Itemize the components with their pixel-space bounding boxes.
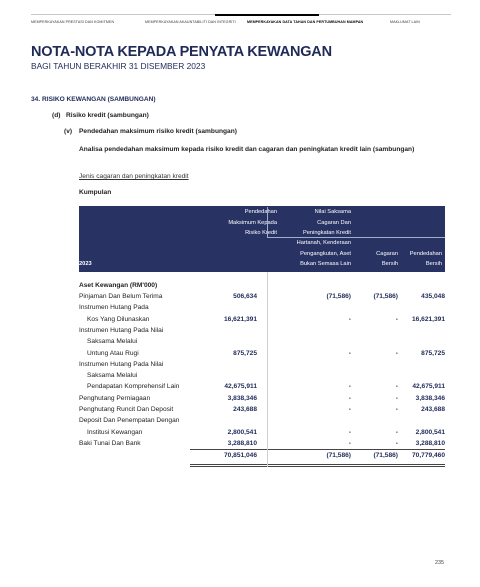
cell-net-collateral: -	[395, 394, 398, 402]
cell-net-collateral: -	[395, 315, 398, 323]
row-label: Baki Tunai Dan Bank	[79, 439, 141, 447]
cell-max-exposure: 3,838,346	[227, 394, 257, 402]
total-net-exposure: 70,779,460	[411, 452, 445, 459]
header-max-exposure: Pendedahan Maksimum Kepada Risiko Kredit	[228, 209, 277, 236]
subsection-d-number: (d)	[52, 112, 61, 119]
cell-max-exposure: 3,288,810	[227, 439, 257, 447]
table-row	[79, 406, 445, 417]
cell-net-exposure: 875,725	[421, 349, 445, 357]
cell-max-exposure: 42,675,911	[224, 383, 257, 391]
cell-net-collateral: -	[395, 428, 398, 436]
header-divider	[267, 237, 445, 238]
document-title: NOTA-NOTA KEPADA PENYATA KEWANGAN	[31, 44, 332, 60]
total-row	[79, 452, 445, 463]
row-label: Pinjaman Dan Belum Terima	[79, 293, 163, 300]
cell-max-exposure: 2,800,541	[227, 428, 257, 436]
cell-net-exposure: 2,800,541	[415, 428, 445, 436]
subsection-v-title: Pendedahan maksimum risiko kredit (sambungan)	[79, 128, 237, 135]
total-bottom-rule-2	[190, 466, 445, 467]
row-label: Kos Yang Dilunaskan	[87, 315, 150, 323]
cell-fair-value: -	[348, 383, 351, 391]
cell-max-exposure: 243,688	[233, 406, 257, 413]
top-navigation	[31, 14, 451, 29]
cell-net-exposure: 243,688	[421, 406, 445, 413]
subsection-d-title: Risiko kredit (sambungan)	[66, 112, 149, 119]
header-fair-value-group: Nilai Saksama Cagaran Dan Peningkatan Kredit	[267, 207, 357, 237]
row-label: Saksama Melalui	[87, 372, 138, 380]
active-nav-marker	[215, 14, 319, 16]
table-row	[79, 316, 445, 327]
cell-fair-value: -	[348, 349, 351, 357]
cell-fair-value: (71,586)	[326, 293, 351, 300]
table-row	[79, 338, 445, 349]
cell-net-collateral: -	[395, 439, 398, 447]
header-year: 2023	[79, 261, 92, 267]
cell-net-exposure: 42,675,911	[412, 383, 445, 391]
header-net-collateral: Cagaran Bersih	[376, 250, 398, 267]
total-max-exposure: 70,851,046	[223, 452, 257, 459]
total-top-rule	[190, 449, 445, 450]
cell-fair-value: -	[348, 394, 351, 402]
section-title: 34. RISIKO KEWANGAN (SAMBUNGAN)	[31, 96, 156, 103]
cell-max-exposure: 16,621,391	[223, 315, 257, 323]
page-number: 235	[435, 560, 444, 566]
column-divider	[267, 272, 268, 467]
row-label: Penghutang Runcit Dan Deposit	[79, 406, 174, 413]
row-label: Saksama Melalui	[87, 338, 138, 346]
document-subtitle: BAGI TAHUN BERAKHIR 31 DISEMBER 2023	[31, 61, 206, 71]
cell-fair-value: -	[348, 439, 351, 447]
total-bottom-rule	[190, 464, 445, 465]
header-property-vehicle: Hartanah, Kenderaan Pengangkutan, Aset Bukan Semasa Lain	[296, 240, 351, 267]
cell-max-exposure: 506,634	[233, 293, 257, 300]
collateral-types-link: Jenis cagaran dan peningkatan kredit	[79, 173, 189, 180]
table-row	[79, 361, 445, 372]
subsection-v-number: (v)	[64, 128, 73, 135]
analysis-paragraph: Analisa pendedahan maksimum kepada risiko kredit dan cagaran dan peningkatan kredit lain (sambungan)	[79, 146, 415, 153]
cell-net-collateral: -	[395, 406, 398, 413]
table-row	[79, 372, 445, 383]
table-row	[79, 350, 445, 361]
header-net-exposure: Pendedahan Bersih	[409, 250, 442, 267]
cell-fair-value: -	[348, 428, 351, 436]
row-label: Instrumen Hutang Pada	[79, 304, 149, 312]
cell-net-collateral: -	[395, 349, 398, 357]
table-row	[79, 395, 445, 406]
nav-item-maklumat-lain[interactable]: MAKLUMAT LAIN	[390, 20, 420, 24]
cell-net-exposure: 435,048	[421, 293, 445, 300]
table-row	[79, 327, 445, 338]
row-label: Pendapatan Komprehensif Lain	[87, 383, 180, 391]
group-label: Kumpulan	[79, 189, 112, 196]
row-label: Penghutang Perniagaan	[79, 394, 151, 402]
total-net-collateral: (71,586)	[373, 452, 398, 459]
table-row	[79, 293, 445, 304]
cell-net-collateral: (71,586)	[373, 293, 398, 300]
row-label: Untung Atau Rugi	[87, 349, 139, 357]
cell-max-exposure: 875,725	[233, 349, 257, 357]
cell-net-exposure: 3,838,346	[415, 394, 445, 402]
cell-net-exposure: 16,621,391	[411, 315, 445, 323]
table-header	[79, 206, 445, 272]
financial-assets-label: Aset Kewangan (RM'000)	[79, 282, 158, 289]
table-row	[79, 429, 445, 440]
row-label: Deposit Dan Penempatan Dengan	[79, 417, 180, 425]
nav-item-prestasi[interactable]: MEMPERKAYAKAN PRESTASI DAN KOMITMEN	[31, 20, 115, 24]
table-row	[79, 304, 445, 315]
table-row	[79, 383, 445, 394]
nav-item-akauntabiliti[interactable]: MEMPERKAYAKAN AKAUNTABILITI DAN INTEGRITI	[145, 20, 236, 24]
cell-fair-value: -	[348, 406, 351, 413]
row-label: Institusi Kewangan	[87, 428, 143, 436]
cell-net-exposure: 3,288,810	[415, 439, 445, 447]
row-label: Instrumen Hutang Pada Nilai	[79, 360, 164, 368]
cell-fair-value: -	[348, 315, 351, 323]
total-fair-value: (71,586)	[326, 452, 351, 459]
nav-item-data-tahan[interactable]: MEMPERKAYAKAN DATA TAHAN DAN PERTUMBUHAN MAMPAN	[247, 20, 364, 24]
cell-net-collateral: -	[395, 383, 398, 391]
table-row	[79, 417, 445, 428]
row-label: Instrumen Hutang Pada Nilai	[79, 326, 164, 334]
